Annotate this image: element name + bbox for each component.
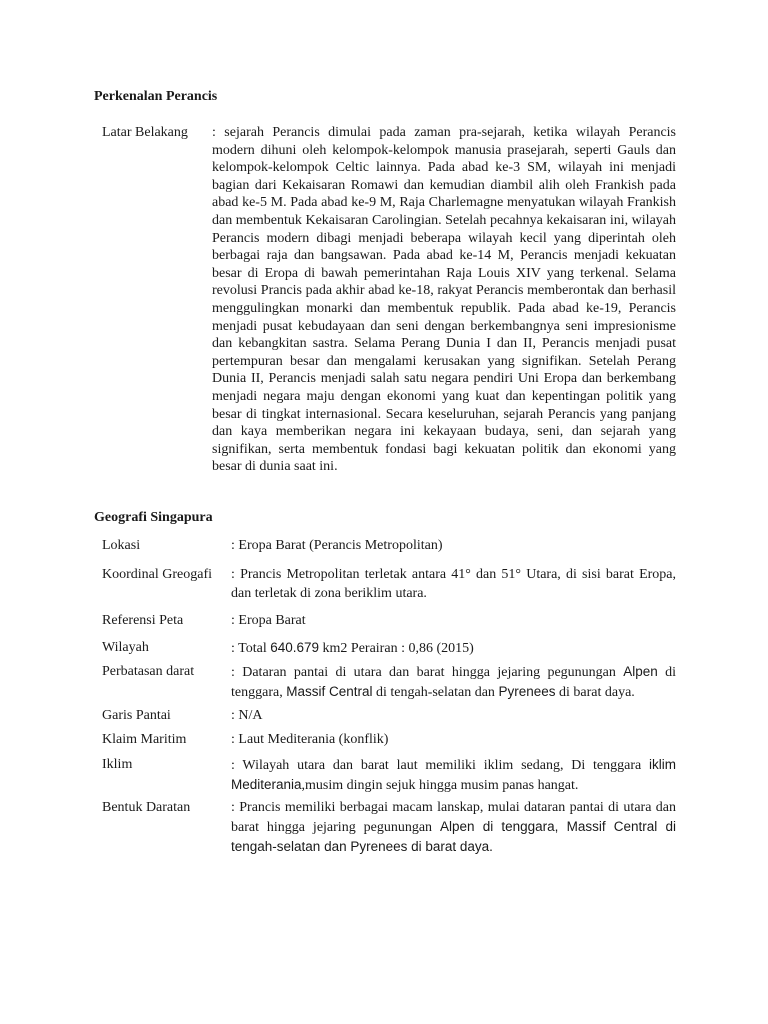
row-value [231,638,676,658]
value-pre: : Total [231,641,271,656]
row-label: Referensi Peta [102,613,184,628]
intro-label: Latar Belakang [102,125,188,140]
value-part: ,musim dingin sejuk hingga musim panas hangat. [301,778,579,793]
value-part: Alpen [623,664,658,679]
row-label: Iklim [102,757,133,772]
section-title-perkenalan: Perkenalan Perancis [94,89,218,104]
row-iklim [102,755,676,795]
value-number: 640.679 [270,640,320,655]
row-value [231,755,676,795]
row-koordinat [102,565,676,603]
row-label: Perbatasan darat [102,664,195,679]
value-part: : Wilayah utara dan barat laut memiliki iklim sedang, Di tenggara [231,758,649,773]
value-part: : Dataran pantai di utara dan barat hingga jejaring pegunungan [231,665,624,680]
value-part: iklim Mediterania [231,757,676,792]
row-garis-pantai [102,706,676,725]
value-part: di barat daya. [555,685,635,700]
intro-row [102,124,676,476]
row-label: Klaim Maritim [102,732,187,747]
row-referensi-peta [102,611,676,630]
row-value: : Laut Mediterania (konflik) [231,732,389,747]
row-klaim-maritim [102,730,676,749]
row-bentuk-daratan [102,798,676,857]
value-part: di tengah-selatan dan [372,685,499,700]
row-label: Garis Pantai [102,708,171,723]
row-wilayah [102,638,676,658]
intro-text: : sejarah Perancis dimulai pada zaman pra-sejarah, ketika wilayah Perancis modern dihuni oleh kelompok-kelompok manusia prasejarah, seperti Gauls dan kelompok-kelompok Celtic lainnya. Pada abad ke-3 SM, wilayah ini menjadi bagian dari Kekaisaran Romawi dan kemudian diambil alih oleh Frankish pada abad ke-5 M. Pada abad ke-9 M, Raja Charlemagne menyatukan wilayah Frankish dan membentuk Kekaisaran Carolingian. Setelah pecahnya kekaisaran ini, wilayah Perancis modern dibagi menjadi beberapa wilayah kecil yang diperintah oleh berbagai raja dan bangsawan. Pada abad ke-14 M, Perancis menjadi kekuatan besar di Eropa di bawah pemerintahan Raja Louis XIV yang terkenal. Selama revolusi Prancis pada akhir abad ke-18, rakyat Perancis memberontak dan berhasil menggulingkan monarki dan membentuk republik. Pada abad ke-19, Perancis menjadi pusat kebudayaan dan seni dengan berkembangnya seni impresionisme dan kebangkitan sastra. Selama Perang Dunia I dan II, Perancis menjadi pusat pertempuran besar dan mengalami kerusakan yang signifikan. Setelah Perang Dunia II, Perancis menjadi salah satu negara pendiri Uni Eropa dan berkembang menjadi negara maju dengan ekonomi yang kuat dan kepentingan politik yang besar di tingkat internasional. Secara keseluruhan, sejarah Perancis yang panjang dan kaya memberikan negara ini kekayaan budaya, seni, dan sejarah yang signifikan, serta membentuk fondasi bagi kekuatan politik dan ekonomi yang besar di dunia saat ini. [212,125,676,475]
row-value [231,662,676,702]
value-part: di tenggara, [231,665,677,700]
value-part: Massif Central [286,684,373,699]
section-title-geografi: Geografi Singapura [94,510,213,525]
value-part: Pyrenees [498,684,556,699]
value-part: : Prancis memiliki berbagai macam lanskap, mulai dataran pantai di utara dan barat hingga jejaring pegunungan [231,800,676,835]
row-value [231,798,676,857]
value-part: Alpen di tenggara, Massif Central di tengah-selatan dan Pyrenees di barat daya. [231,819,676,854]
row-value: : Prancis Metropolitan terletak antara 41° dan 51° Utara, di sisi barat Eropa, dan terletak di zona beriklim utara. [231,567,676,601]
row-value: : Eropa Barat (Perancis Metropolitan) [231,538,443,553]
row-perbatasan-darat [102,662,676,702]
row-value: : N/A [231,708,263,723]
row-value: : Eropa Barat [231,613,306,628]
row-label: Lokasi [102,538,141,553]
row-label: Bentuk Daratan [102,800,191,815]
row-label: Wilayah [102,640,149,655]
row-label: Koordinal Greogafi [102,567,213,582]
value-post: km2 Perairan : 0,86 (2015) [319,641,474,656]
row-lokasi [102,536,676,555]
